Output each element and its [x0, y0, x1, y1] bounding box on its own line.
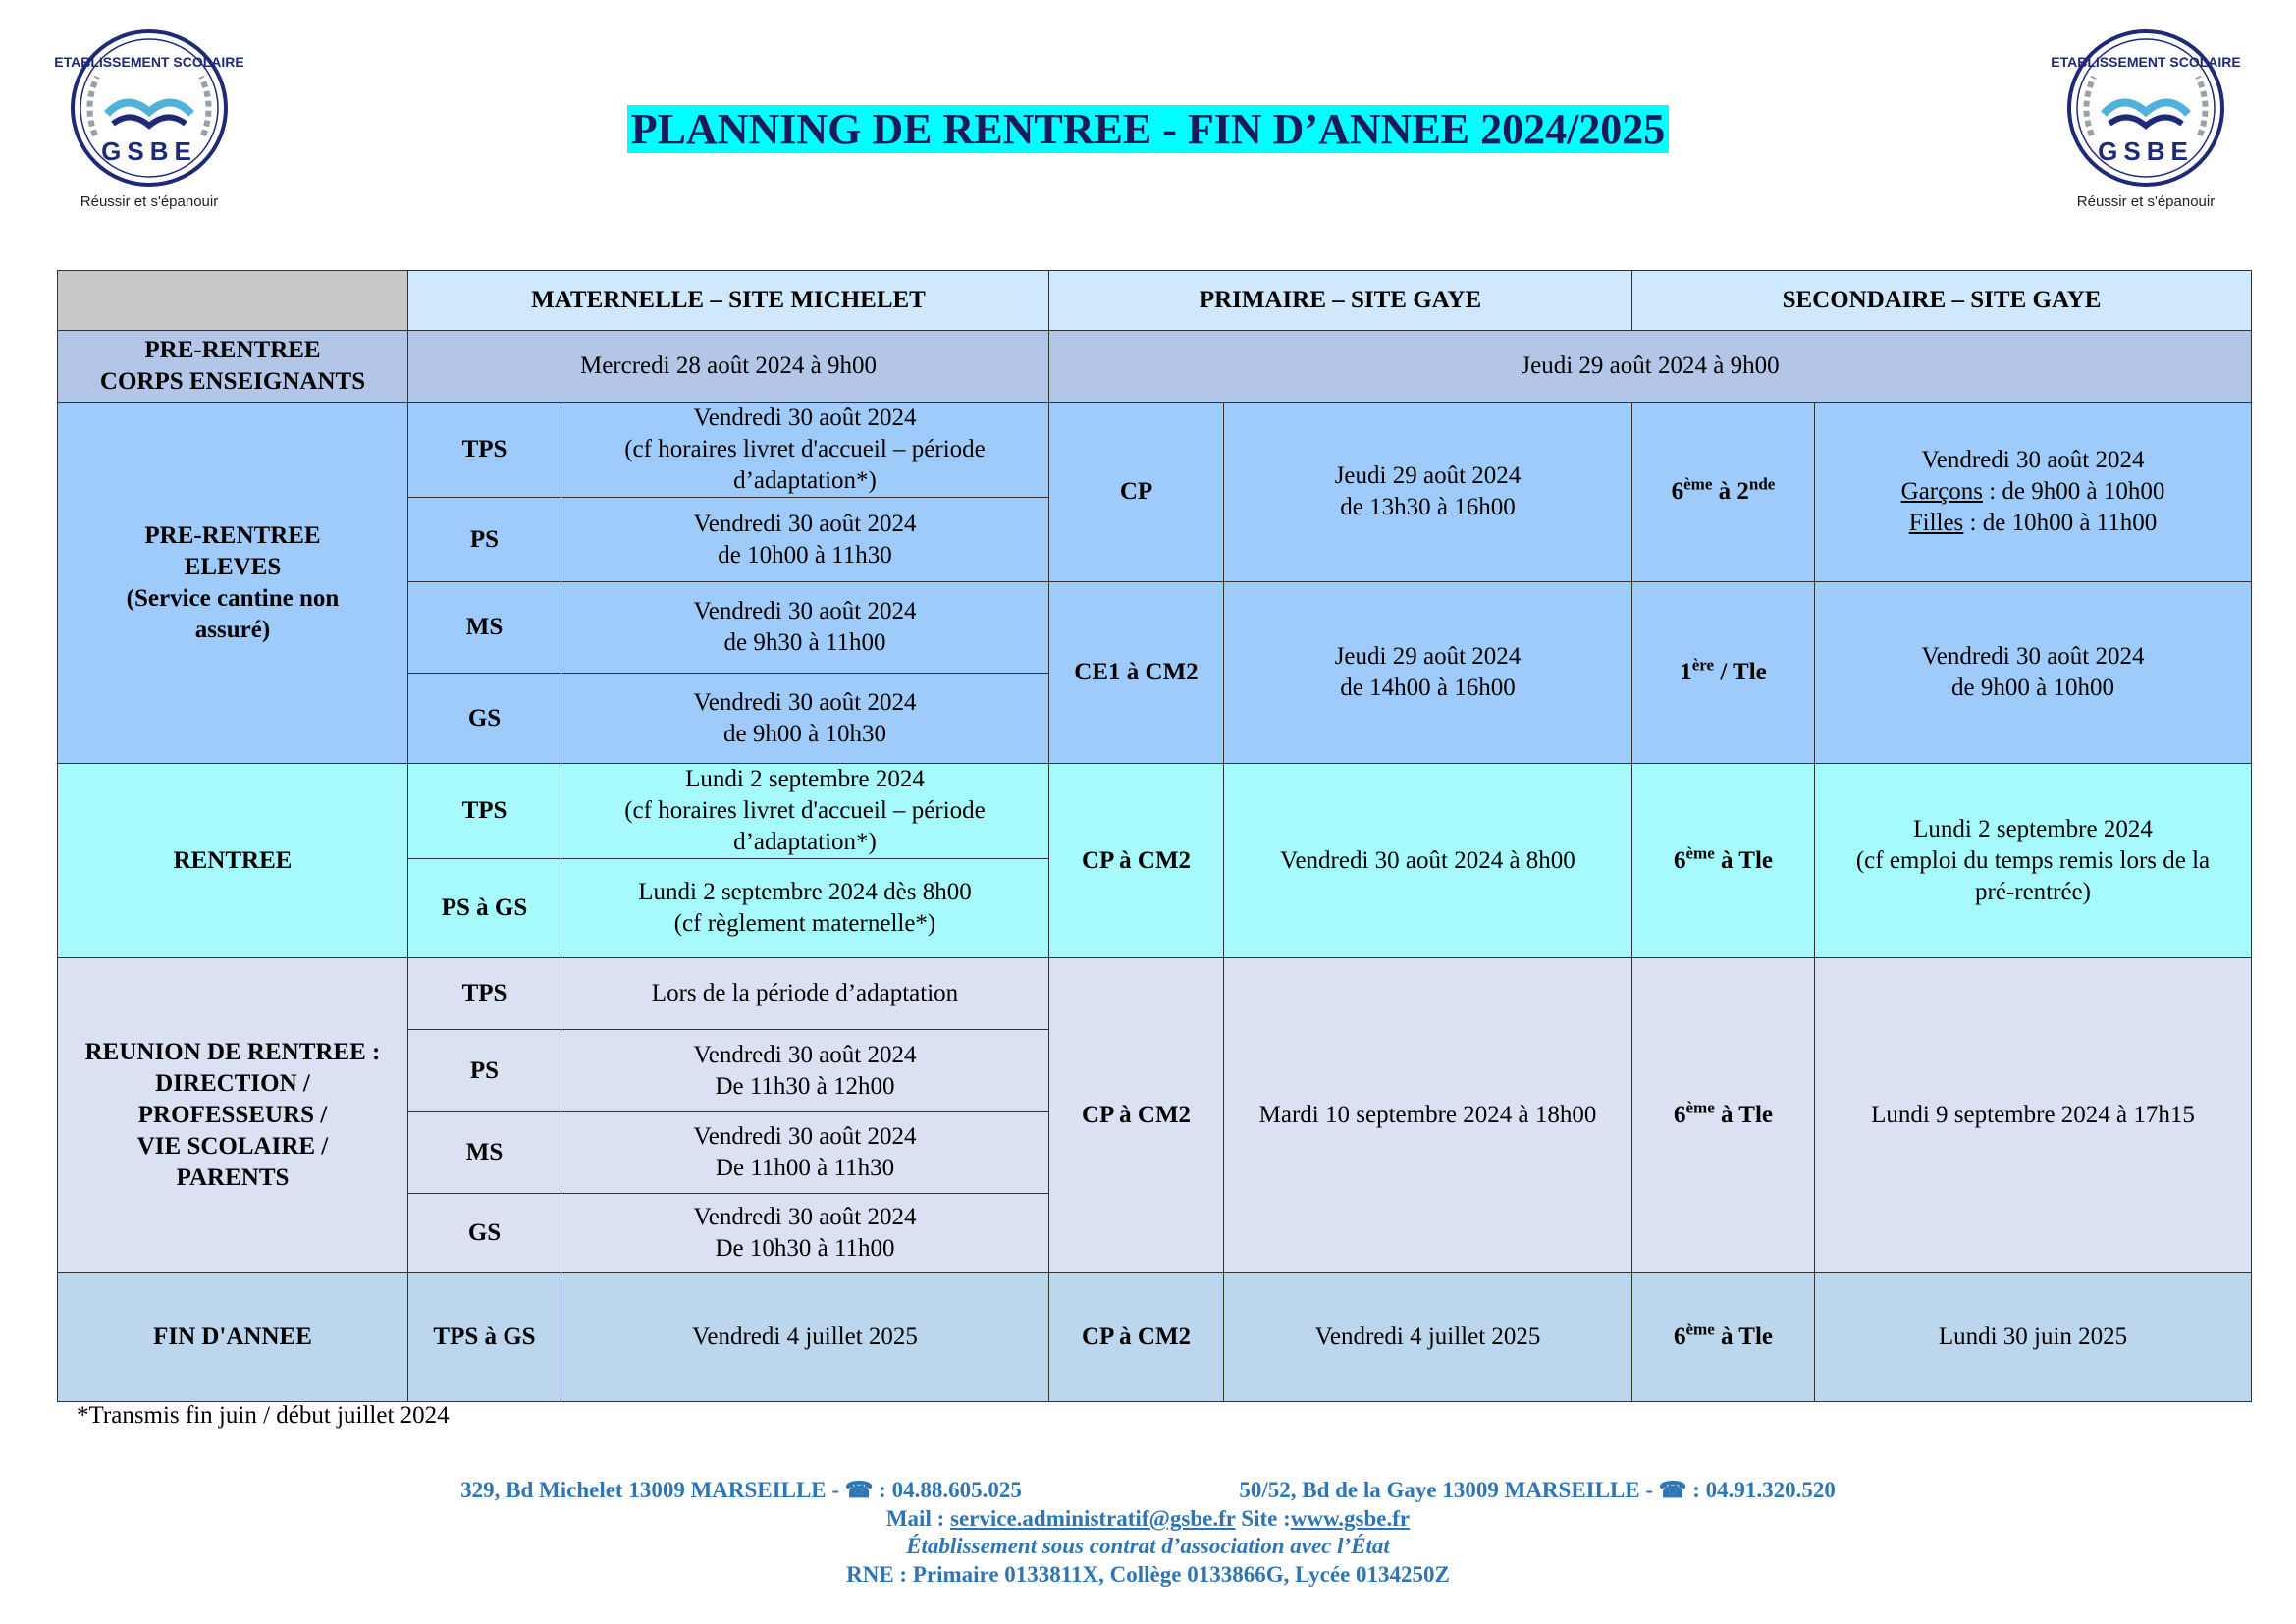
footer-contact: Mail : service.administratif@gsbe.fr Site :www.gsbe.fr — [885, 1506, 1411, 1531]
date-rentree-ps-gs: Lundi 2 septembre 2024 dès 8h00 (cf règlement maternelle*) — [561, 859, 1049, 958]
date-eleves-ce1-cm2: Jeudi 29 août 2024 de 14h00 à 16h00 — [1224, 582, 1632, 764]
date-eleves-tps: Vendredi 30 août 2024 (cf horaires livret d'accueil – période d’adaptation*) — [561, 403, 1049, 498]
level-6eme-tle: 6ème à Tle — [1632, 1273, 1815, 1402]
date-rentree-secondaire: Lundi 2 septembre 2024 (cf emploi du temps remis lors de la pré-rentrée) — [1815, 764, 2252, 958]
level-cp-cm2: CP à CM2 — [1049, 1273, 1224, 1402]
svg-text:ETABLISSEMENT SCOLAIRE: ETABLISSEMENT SCOLAIRE — [2051, 54, 2241, 70]
level-1ere-tle: 1ère / Tle — [1632, 582, 1815, 764]
row-reunion — [58, 958, 2252, 1030]
date-fin-maternelle: Vendredi 4 juillet 2025 — [561, 1273, 1049, 1402]
level-tps: TPS — [408, 764, 561, 859]
date-eleves-ps: Vendredi 30 août 2024 de 10h00 à 11h30 — [561, 498, 1049, 582]
date-enseignants-maternelle: Mercredi 28 août 2024 à 9h00 — [408, 331, 1049, 403]
footer-rne: RNE : Primaire 0133811X, Collège 0133866G, Lycée 0134250Z — [846, 1562, 1450, 1587]
level-ms: MS — [408, 582, 561, 674]
svg-text:GSBE: GSBE — [101, 136, 197, 166]
date-fin-secondaire: Lundi 30 juin 2025 — [1815, 1273, 2252, 1402]
level-tps: TPS — [408, 403, 561, 498]
footer-addresses — [0, 1478, 2296, 1503]
level-ps-gs: PS à GS — [408, 859, 561, 958]
header-corner — [58, 271, 408, 331]
date-fin-primaire: Vendredi 4 juillet 2025 — [1224, 1273, 1632, 1402]
level-tps-gs: TPS à GS — [408, 1273, 561, 1402]
label-pre-rentree-enseignants: PRE-RENTREE CORPS ENSEIGNANTS — [58, 331, 408, 403]
level-cp: CP — [1049, 403, 1224, 582]
label-rentree: RENTREE — [58, 764, 408, 958]
level-gs: GS — [408, 674, 561, 764]
logo-tagline: Réussir et s'épanouir — [2076, 193, 2216, 210]
level-cp-cm2: CP à CM2 — [1049, 764, 1224, 958]
page-title: PLANNING DE RENTREE - FIN D’ANNEE 2024/2025 — [0, 104, 2296, 154]
header-primaire: PRIMAIRE – SITE GAYE — [1049, 271, 1632, 331]
header-secondaire: SECONDAIRE – SITE GAYE — [1632, 271, 2252, 331]
date-eleves-1ere-tle: Vendredi 30 août 2024 de 9h00 à 10h00 — [1815, 582, 2252, 764]
level-6eme-tle: 6ème à Tle — [1632, 958, 1815, 1273]
date-reunion-primaire: Mardi 10 septembre 2024 à 18h00 — [1224, 958, 1632, 1273]
level-ps: PS — [408, 498, 561, 582]
level-ce1-cm2: CE1 à CM2 — [1049, 582, 1224, 764]
date-reunion-gs: Vendredi 30 août 2024 De 10h30 à 11h00 — [561, 1194, 1049, 1273]
level-ms: MS — [408, 1112, 561, 1194]
level-cp-cm2: CP à CM2 — [1049, 958, 1224, 1273]
level-6eme-2nde: 6ème à 2nde — [1632, 403, 1815, 582]
label-pre-rentree-eleves: PRE-RENTREE ELEVES (Service cantine non assuré) — [58, 403, 408, 764]
level-6eme-tle: 6ème à Tle — [1632, 764, 1815, 958]
row-pre-rentree-eleves — [58, 403, 2252, 498]
planning-table — [57, 270, 2252, 1402]
header-row — [58, 271, 2252, 331]
label-fin-annee: FIN D'ANNEE — [58, 1273, 408, 1402]
date-reunion-ps: Vendredi 30 août 2024 De 11h30 à 12h00 — [561, 1030, 1049, 1112]
label-reunion: REUNION DE RENTREE : DIRECTION / PROFESSEURS / VIE SCOLAIRE / PARENTS — [58, 958, 408, 1273]
date-reunion-ms: Vendredi 30 août 2024 De 11h00 à 11h30 — [561, 1112, 1049, 1194]
header-maternelle: MATERNELLE – SITE MICHELET — [408, 271, 1049, 331]
row-pre-rentree-enseignants — [58, 331, 2252, 403]
address-michelet: 329, Bd Michelet 13009 MARSEILLE - ☎ : 04.88.605.025 — [460, 1478, 1022, 1502]
level-ps: PS — [408, 1030, 561, 1112]
date-rentree-tps: Lundi 2 septembre 2024 (cf horaires livret d'accueil – période d’adaptation*) — [561, 764, 1049, 859]
svg-text:ETABLISSEMENT SCOLAIRE: ETABLISSEMENT SCOLAIRE — [54, 54, 244, 70]
level-gs: GS — [408, 1194, 561, 1273]
date-eleves-gs: Vendredi 30 août 2024 de 9h00 à 10h30 — [561, 674, 1049, 764]
level-tps: TPS — [408, 958, 561, 1030]
svg-text:GSBE: GSBE — [2098, 136, 2194, 166]
date-reunion-tps: Lors de la période d’adaptation — [561, 958, 1049, 1030]
logo-tagline: Réussir et s'épanouir — [80, 193, 219, 210]
mail-link[interactable]: service.administratif@gsbe.fr — [950, 1506, 1236, 1531]
row-rentree — [58, 764, 2252, 859]
date-eleves-cp: Jeudi 29 août 2024 de 13h30 à 16h00 — [1224, 403, 1632, 582]
footer-contrat: Établissement sous contrat d’association avec l’État — [906, 1534, 1390, 1558]
date-rentree-primaire: Vendredi 30 août 2024 à 8h00 — [1224, 764, 1632, 958]
date-reunion-secondaire: Lundi 9 septembre 2024 à 17h15 — [1815, 958, 2252, 1273]
footnote: *Transmis fin juin / début juillet 2024 — [77, 1402, 450, 1429]
date-enseignants-primaire-secondaire: Jeudi 29 août 2024 à 9h00 — [1049, 331, 2252, 403]
date-eleves-ms: Vendredi 30 août 2024 de 9h30 à 11h00 — [561, 582, 1049, 674]
row-fin-annee — [58, 1273, 2252, 1402]
address-gaye: 50/52, Bd de la Gaye 13009 MARSEILLE - ☎ : 04.91.320.520 — [1239, 1478, 1836, 1502]
site-link[interactable]: www.gsbe.fr — [1290, 1506, 1411, 1531]
date-eleves-6eme-2nde: Vendredi 30 août 2024 Garçons : de 9h00 à 10h00 Filles : de 10h00 à 11h00 — [1815, 403, 2252, 582]
